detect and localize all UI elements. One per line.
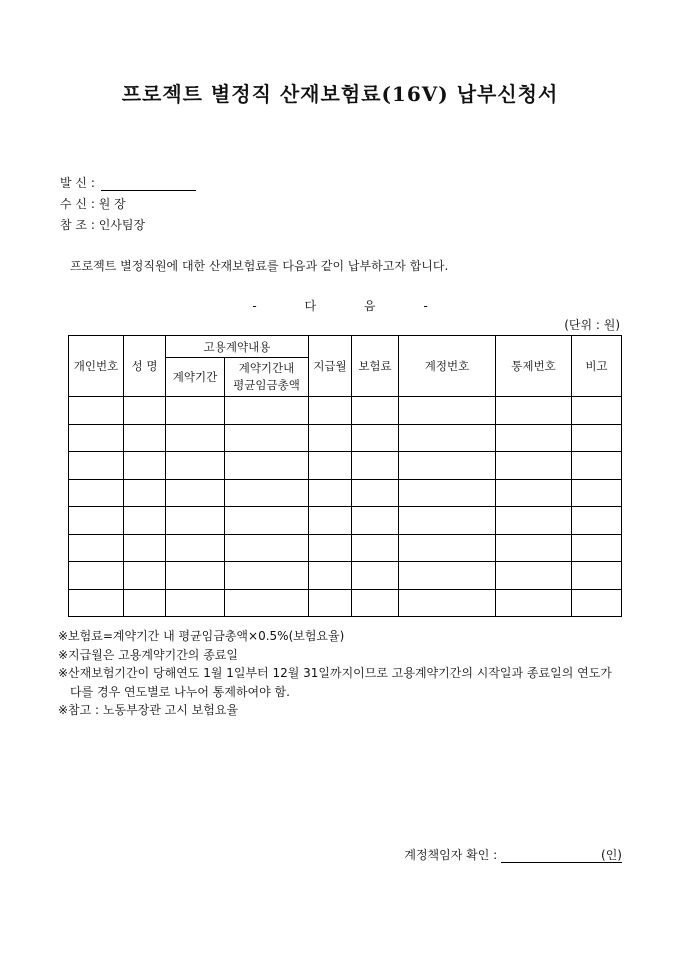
table-cell[interactable] bbox=[496, 479, 572, 507]
table-cell[interactable] bbox=[124, 397, 166, 425]
next-word-1: 다 bbox=[304, 299, 317, 313]
table-cell[interactable] bbox=[352, 397, 399, 425]
table-cell[interactable] bbox=[309, 452, 352, 480]
payment-table bbox=[68, 335, 622, 617]
unit-label: (단위 : 원) bbox=[564, 318, 620, 332]
from-blank-line bbox=[101, 178, 196, 191]
cc-row bbox=[60, 216, 145, 233]
table-cell[interactable] bbox=[69, 589, 124, 617]
table-cell[interactable] bbox=[399, 507, 496, 535]
table-cell[interactable] bbox=[124, 507, 166, 535]
col-contract-group: 고용계약내용 bbox=[166, 336, 309, 358]
table-row bbox=[69, 397, 622, 425]
table-cell[interactable] bbox=[496, 452, 572, 480]
table-cell[interactable] bbox=[225, 397, 309, 425]
table-row bbox=[69, 452, 622, 480]
table-cell[interactable] bbox=[496, 397, 572, 425]
page-title: 프로젝트 별정직 산재보험료(16V) 납부신청서 bbox=[121, 82, 559, 106]
table-cell[interactable] bbox=[225, 479, 309, 507]
table-cell[interactable] bbox=[225, 589, 309, 617]
table-cell[interactable] bbox=[166, 562, 225, 590]
table-cell[interactable] bbox=[572, 397, 622, 425]
table-cell[interactable] bbox=[399, 589, 496, 617]
table-cell[interactable] bbox=[352, 534, 399, 562]
table-cell[interactable] bbox=[309, 534, 352, 562]
table-cell[interactable] bbox=[124, 534, 166, 562]
table-cell[interactable] bbox=[166, 424, 225, 452]
table-cell[interactable] bbox=[225, 424, 309, 452]
note-item: ※보험료=계약기간 내 평균임금총액×0.5%(보험요율) bbox=[58, 629, 345, 643]
table-cell[interactable] bbox=[399, 397, 496, 425]
table-cell[interactable] bbox=[124, 562, 166, 590]
col-premium: 보험료 bbox=[352, 336, 399, 397]
table-cell[interactable] bbox=[166, 534, 225, 562]
table-cell[interactable] bbox=[69, 562, 124, 590]
table-cell[interactable] bbox=[399, 424, 496, 452]
table-cell[interactable] bbox=[309, 562, 352, 590]
table-cell[interactable] bbox=[124, 479, 166, 507]
from-label: 발 신 : bbox=[60, 176, 95, 190]
table-cell[interactable] bbox=[572, 507, 622, 535]
col-control-no: 통제번호 bbox=[496, 336, 572, 397]
table-cell[interactable] bbox=[69, 424, 124, 452]
table-cell[interactable] bbox=[166, 589, 225, 617]
table-row bbox=[69, 507, 622, 535]
table-cell[interactable] bbox=[166, 507, 225, 535]
intro-text: 프로젝트 별정직원에 대한 산재보험료를 다음과 같이 납부하고자 합니다. bbox=[70, 259, 449, 273]
table-cell[interactable] bbox=[225, 452, 309, 480]
table-cell[interactable] bbox=[309, 424, 352, 452]
table-cell[interactable] bbox=[69, 507, 124, 535]
table-cell[interactable] bbox=[352, 562, 399, 590]
col-contract-period: 계약기간 bbox=[166, 358, 225, 397]
col-account-no: 계정번호 bbox=[399, 336, 496, 397]
table-cell[interactable] bbox=[352, 479, 399, 507]
table-cell[interactable] bbox=[399, 534, 496, 562]
table-cell[interactable] bbox=[496, 562, 572, 590]
table-cell[interactable] bbox=[496, 507, 572, 535]
note-item: ※참고 : 노동부장관 고시 보험요율 bbox=[58, 703, 239, 717]
table-cell[interactable] bbox=[572, 452, 622, 480]
table-cell[interactable] bbox=[399, 479, 496, 507]
table-cell[interactable] bbox=[399, 562, 496, 590]
col-remark: 비고 bbox=[572, 336, 622, 397]
next-dash-right: - bbox=[423, 299, 428, 313]
table-row bbox=[69, 534, 622, 562]
table-cell[interactable] bbox=[309, 397, 352, 425]
cc-value: 인사팀장 bbox=[98, 218, 146, 232]
table-cell[interactable] bbox=[166, 397, 225, 425]
table-cell[interactable] bbox=[352, 424, 399, 452]
table-cell[interactable] bbox=[399, 452, 496, 480]
table-cell[interactable] bbox=[309, 479, 352, 507]
table-row bbox=[69, 424, 622, 452]
col-avg-wage bbox=[225, 358, 309, 397]
table-cell[interactable] bbox=[124, 452, 166, 480]
table-body bbox=[69, 397, 622, 617]
note-item: ※지급월은 고용계약기간의 종료일 bbox=[58, 647, 238, 662]
table-cell[interactable] bbox=[572, 534, 622, 562]
confirm-label: 계정책임자 확인 : bbox=[404, 848, 498, 862]
table-cell[interactable] bbox=[572, 562, 622, 590]
table-cell[interactable] bbox=[352, 589, 399, 617]
table-cell[interactable] bbox=[69, 479, 124, 507]
table-cell[interactable] bbox=[572, 479, 622, 507]
table-cell[interactable] bbox=[225, 534, 309, 562]
table-cell[interactable] bbox=[124, 589, 166, 617]
table-row bbox=[69, 589, 622, 617]
to-label: 수 신 : bbox=[60, 197, 95, 211]
next-dash-left: - bbox=[252, 299, 257, 313]
table-cell[interactable] bbox=[309, 589, 352, 617]
table-cell[interactable] bbox=[572, 589, 622, 617]
col-personal-no: 개인번호 bbox=[69, 336, 124, 397]
col-avg-wage-line1: 계약기간내 bbox=[238, 361, 295, 375]
to-value: 원 장 bbox=[98, 197, 126, 211]
table-cell[interactable] bbox=[166, 452, 225, 480]
table-cell[interactable] bbox=[69, 397, 124, 425]
table-cell[interactable] bbox=[69, 534, 124, 562]
next-heading bbox=[0, 297, 680, 314]
table-cell[interactable] bbox=[69, 452, 124, 480]
table-row bbox=[69, 562, 622, 590]
table-cell[interactable] bbox=[496, 589, 572, 617]
table-cell[interactable] bbox=[225, 562, 309, 590]
col-avg-wage-line2: 평균임금총액 bbox=[233, 378, 300, 392]
table-cell[interactable] bbox=[225, 507, 309, 535]
cc-label: 참 조 : bbox=[60, 218, 95, 232]
table-row bbox=[69, 479, 622, 507]
note-item: ※산재보험기간이 당해연도 1월 1일부터 12월 31일까지이므로 고용계약기간의 시작일과 종료일의 연도가 다를 경우 연도별로 나누어 통제하여야 함. bbox=[58, 666, 612, 699]
col-name: 성 명 bbox=[124, 336, 166, 397]
table-cell[interactable] bbox=[496, 534, 572, 562]
notes bbox=[58, 627, 623, 720]
signature-line[interactable] bbox=[501, 850, 601, 863]
table-cell[interactable] bbox=[352, 452, 399, 480]
table-cell[interactable] bbox=[166, 479, 225, 507]
table-cell[interactable] bbox=[352, 507, 399, 535]
table-cell[interactable] bbox=[309, 507, 352, 535]
table-cell[interactable] bbox=[496, 424, 572, 452]
seal-mark: (인) bbox=[601, 848, 622, 862]
to-row bbox=[60, 195, 126, 212]
table-cell[interactable] bbox=[124, 424, 166, 452]
from-row bbox=[60, 174, 196, 191]
table-cell[interactable] bbox=[572, 424, 622, 452]
next-word-2: 음 bbox=[363, 299, 376, 313]
confirm-row bbox=[404, 846, 622, 863]
col-pay-month: 지급월 bbox=[309, 336, 352, 397]
